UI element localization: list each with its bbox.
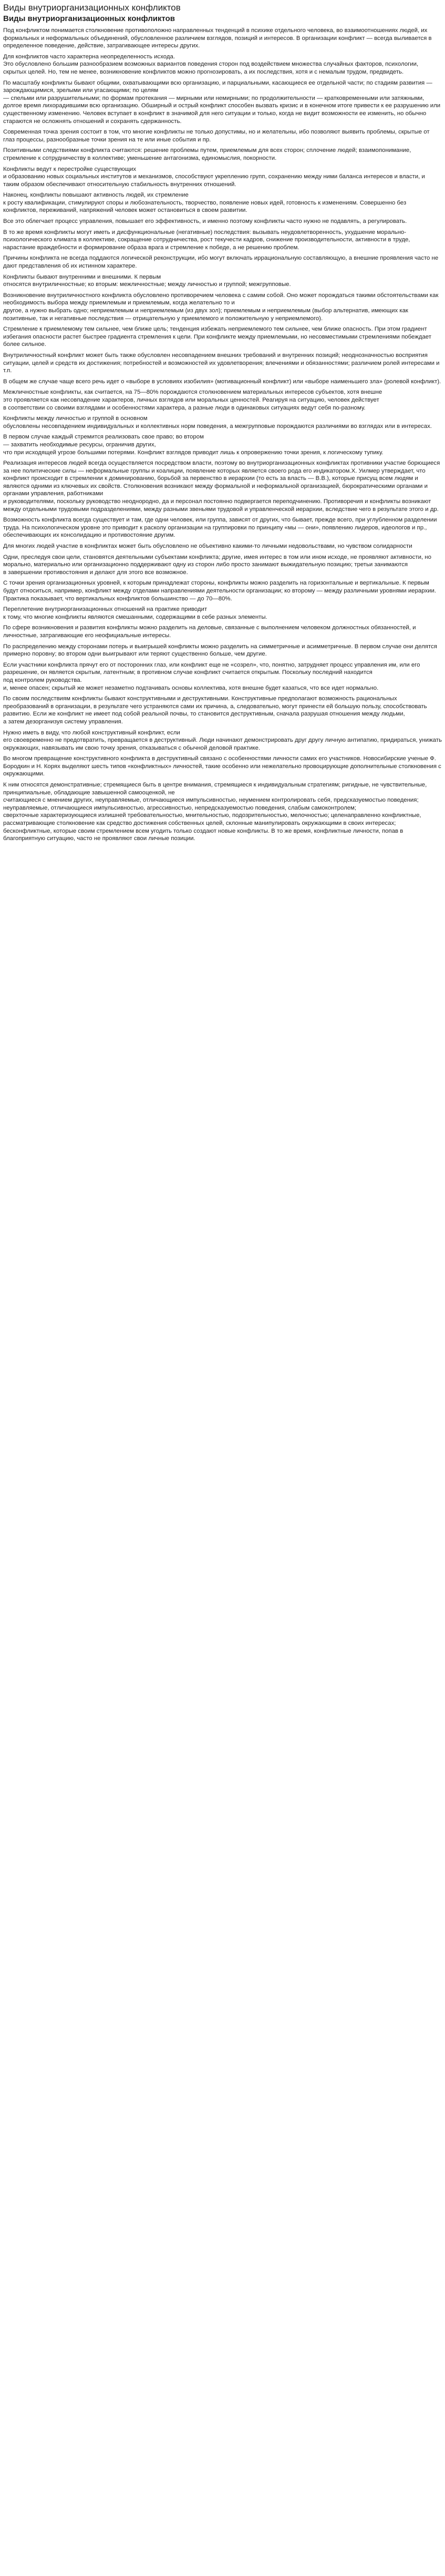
paragraph: Под конфликтом понимается столкновение противоположно направленных тенденций в психике отдельного человека, во взаимоотношениях людей, их формальных и неформальных объединений, обусловленное различием взглядов, позиций и интересов. В организации конфликт — всегда выливается в определенное поведение, действие, затрагивающее интересы других. <box>3 27 432 49</box>
paragraph: Конфликты между личностью и группой в основном обусловлены несовпадением индивидуальных и коллективных норм поведения, а межгрупповые порождаются различиями во взглядах или в интересах. <box>3 415 432 430</box>
paragraph: В то же время конфликты могут иметь и дисфункциональные (негативные) последствия: вызывать неудовлетворенность, ухудшение морально-психологического климата в коллективе, сокращение сотрудничества, рост текучести кадров, снижение производительности, активности в труде, нарастание враждебности и формирование образа врага и стремление к победе, а не решению проблем. <box>3 229 410 251</box>
article <box>0 0 445 856</box>
paragraph: Межличностные конфликты, как считается, на 75—80% порождаются столкновением материальных интересов субъектов, хотя внешне это проявляется как несовпадение характеров, личных взглядов или моральных ценностей. Реагируя на ситуацию, человек действует в соответствии со своими взглядами и особенностями характера, а разные люди в одинаковых ситуациях ведут себя по-разному. <box>3 389 382 411</box>
paragraph: В первом случае каждый стремится реализовать свое право; во втором — захватить необходимые ресурсы, ограничив других, что при исходящей угрозе большими потерями. Конфликт взглядов приводит лишь к опровержению точки зрения, к логическому тупику. <box>3 434 384 456</box>
paragraph: Конфликты бывают внутренними и внешними. К первым относятся внутриличностные; ко вторым: межличностные; между личностью и группой; межгрупповые. <box>3 273 291 288</box>
paragraph: Реализация интересов людей всегда осуществляется посредством власти, поэтому во внутриорганизационных конфликтах противники участие борющиеся за нее политические силы — неформальные группы и коалиции, появление которых является своего рода его индикатором.Х. Уилмер утверждает, что конфликт происходит в стремлении к доминированию, борьбой за первенство в иерархии (то есть за власть — В.В.), которые присущ всем людям и являются одними из ключевых их свойств. Столкновения возникают между формальной и неформальной организацией, бюрократическими органами и органами управления, работниками и руководителями, поскольку руководство неоднородно, да и персонал постоянно подвергается переподчинению. Противоречия и конфликты возникают между отдельными трудовыми подразделениями, между разными звеньями трудовой и управленческой иерархии, вследствие чего в результате этого и др. <box>3 460 440 513</box>
paragraph: Для многих людей участие в конфликтах может быть обусловлено не объективно какими-то личными недовольствами, но чувством солидарности <box>3 543 412 550</box>
paragraph: По своим последствиям конфликты бывают конструктивными и деструктивными. Конструктивные предполагают возможность рациональных преобразований в организации, в результате чего устраняются сами их причина, а, следовательно, могут принести ей большую пользу, способствовать развитию. Если же конфликт не имеет под собой реальной почвы, то становится деструктивным, сначала разрушая отношения между людьми, а затем дезорганизуя систему управления. <box>3 696 427 725</box>
paragraph: Конфликты ведут к перестройке существующих и образованию новых социальных институтов и механизмов, способствуют укреплению групп, сохранению между ними баланса интересов и власти, и таким образом обеспечивают относительную стабильность внутренних отношений. <box>3 166 425 188</box>
paragraph: Стремление к приемлемому тем сильнее, чем ближе цель; тенденция избежать неприемлемого тем сильнее, чем ближе опасность. При этом градиент избегания опасности растет быстрее градиента стремления к цели. При конфликте между приемлемыми, но несовместимыми стремлениями побеждает более сильное. <box>3 326 431 348</box>
paragraph: С точки зрения организационных уровней, к которым принадлежат стороны, конфликты можно разделить на горизонтальные и вертикальные. К первым будут относиться, например, конфликт между отделами направлениями деятельности организации; ко второму — между различными уровнями иерархии. Практика показывает, что вертикальных конфликтов большинство — до 70—80%. <box>3 580 437 602</box>
paragraph: По сфере возникновения и развития конфликты можно разделить на деловые, связанные с выполнением человеком должностных обязанностей, и личностные, затрагивающие его неофициальные интересы. <box>3 625 416 639</box>
paragraph: Позитивными следствиями конфликта считаются: решение проблемы путем, приемлемым для всех сторон; сплочение людей; взаимопонимание, стремление к сотрудничеству в коллективе; уменьшение антагонизма, единомыслия, покорности. <box>3 147 411 161</box>
paragraph: Возникновение внутриличностного конфликта обусловлено противоречием человека с самим собой. Оно может порождаться такими обстоятельствами как необходимость выбора между приемлемым и приемлемым, когда желательно то и другое, а нужно выбрать одно; неприемлемым и неприемлемым (из двух зол); приемлемым и неприемлемым (выбор альтернатив, имеющих как позитивные, так и негативные последствия — отрицательную у приемлемого и положительную у неприемлемого). <box>3 292 439 322</box>
paragraph: Внутриличностный конфликт может быть также обусловлен несовпадением внешних требований и внутренних позиций; неоднозначностью восприятия ситуации, целей и средств их достижения; потребностей и возможностей их удовлетворения; влечениями и обязанностями; различием ролей интересами и т.п. <box>3 352 440 374</box>
paragraph: Одни, преследуя свои цели, становятся деятельными субъектами конфликта; другие, имея интерес в том или ином исходе, не проявляют активности, но морально, материально или организационно поддерживают одну из сторон либо просто занимают выжидательную позицию; третьи занимаются в завершении противостояния и делают для этого все возможное. <box>3 554 431 576</box>
article-body <box>3 27 442 843</box>
paragraph: Наконец, конфликты повышают активность людей, их стремление к росту квалификации, стимулируют споры и любознательность, творчество, появление новых идей, готовность к изменениям. Совершенно без конфликтов, переживаний, напряжений человек может остановиться в своем развитии. <box>3 192 407 214</box>
paragraph: Для конфликтов часто характерна неопределенность исхода. Это обусловлено большим разнообразием возможных вариантов поведения сторон под воздействием множества случайных факторов, психологии, скрытых целей. Но, тем не менее, возникновение конфликтов можно прогнозировать, а их последствия, хотя и с немалым трудом, предвидеть. <box>3 53 419 75</box>
paragraph: К ним относятся демонстративные; стремящиеся быть в центре внимания, стремящиеся к индивидуальным стратегиям; ригидные, не чувствительные, принципиальные, обладающие завышенной самооценкой, не считающиеся с мнением других, неуправляемые, отличающиеся импульсивностью, неумением контролировать себя, предсказуемостью поведения; неуправляемые, отличающиеся импульсивностью, агрессивностью, непредсказуемостью поведения, слабым самоконтролем; сверхточные характеризующиеся излишней требовательностью, мнительностью, подозрительностью, мелочностью; целенаправленно конфликтные, рассматривающие столкновение как средство достижения собственных целей, склонные манипулировать окружающими в своих интересах; бесконфликтные, которые своим стремлением всем угодить только создают новые конфликты. В то же время, конфликтные личности, попав в благоприятную ситуацию, часто не проявляют свои личные позиции. <box>3 782 427 842</box>
page-title: Виды внутриорганизационных конфликтов <box>3 3 181 13</box>
paragraph: По масштабу конфликты бывают общими, охватывающими всю организацию, и парциальными, касающиеся ее отдельной части; по стадиям развития — зарождающимися, зрелыми или угасающими; по целям — спельми или разрушительными; по формам протекания — мирными или немирными; по продолжительности — кратковременными или затяжными, долгое время лихорадившими всю организацию. Обширный и острый конфликт способен вызвать кризис и в конечном итоге привести к ее разрушению или существенному изменению. Человек вступает в конфликт в значимой для него ситуации и только, когда не видит возможности ее изменить, но обычно стараются не осложнять отношений и сохранять сдержанность. <box>3 79 441 125</box>
paragraph: Нужно иметь в виду, что любой конструктивный конфликт, если его своевременно не предотвратить, превращается в деструктивный. Люди начинают демонстрировать друг другу личную антипатию, придираться, унижать окружающих, навязывать им свою точку зрения, отказываться с обычной деловой практике. <box>3 729 442 751</box>
article-subtitle: Виды внутриорганизационных конфликтов <box>3 14 175 23</box>
paragraph: Все это облегчает процесс управления, повышает его эффективность, и именно поэтому конфликты часто нужно не подавлять, а регулировать. <box>3 218 407 225</box>
paragraph: Современная точка зрения состоит в том, что многие конфликты не только допустимы, но и желательны, ибо позволяют выявить проблемы, скрытые от глаз процессы, разнообразные точки зрения на те или иные события и пр. <box>3 129 430 143</box>
paragraph: В общем же случае чаще всего речь идет о «выборе в условиях изобилия» (мотивационный конфликт) или «выборе наименьшего зла» (ролевой конфликт). <box>3 378 441 385</box>
paragraph: Причины конфликта не всегда поддаются логической реконструкции, ибо могут включать иррациональную составляющую, а внешние проявления часто не дают представления об их истинном характере. <box>3 255 439 270</box>
paragraph: Возможность конфликта всегда существует и там, где одни человек, или группа, зависят от других, что бывает, прежде всего, при углубленном разделении труда. На психологическом уровне это приводит к расколу организации на группировки по принципу «мы — они», появлению лидеров, идеологов и пр., обеспечивающих их консолидацию и противостояние другим. <box>3 517 437 539</box>
paragraph: По распределению между сторонами потерь и выигрышей конфликты можно разделить на симметричные и асимметричные. В первом случае они делятся примерно поровну; во втором одни выигрывают или теряют существенно больше, чем другие. <box>3 643 437 658</box>
paragraph: Во многом превращение конструктивного конфликта в деструктивный связано с особенностями личности самих его участников. Новосибирские ученые Ф. Бородкин и Н. Корях выделяют шесть типов «конфликтных» личностей, такие особенно или нежелательно провоцирующие дополнительные столкновения с окружающими. <box>3 755 441 778</box>
paragraph: Если участники конфликта прячут его от посторонних глаз, или конфликт еще не «созрел», что, понятно, затрудняет процесс управления им, или его разрешение, он является скрытым, латентным; в противном случае конфликт считается открытым. Поскольку последний находится под контролем руководства. и, менее опасен; скрытый же может незаметно подтачивать основы коллектива, хотя внешне будет казаться, что все идет нормально. <box>3 661 420 691</box>
paragraph: Переплетение внутриорганизационных отношений на практике приводит к тому, что многие конфликты являются смешанными, содержащими в себе разных элементы. <box>3 606 267 620</box>
